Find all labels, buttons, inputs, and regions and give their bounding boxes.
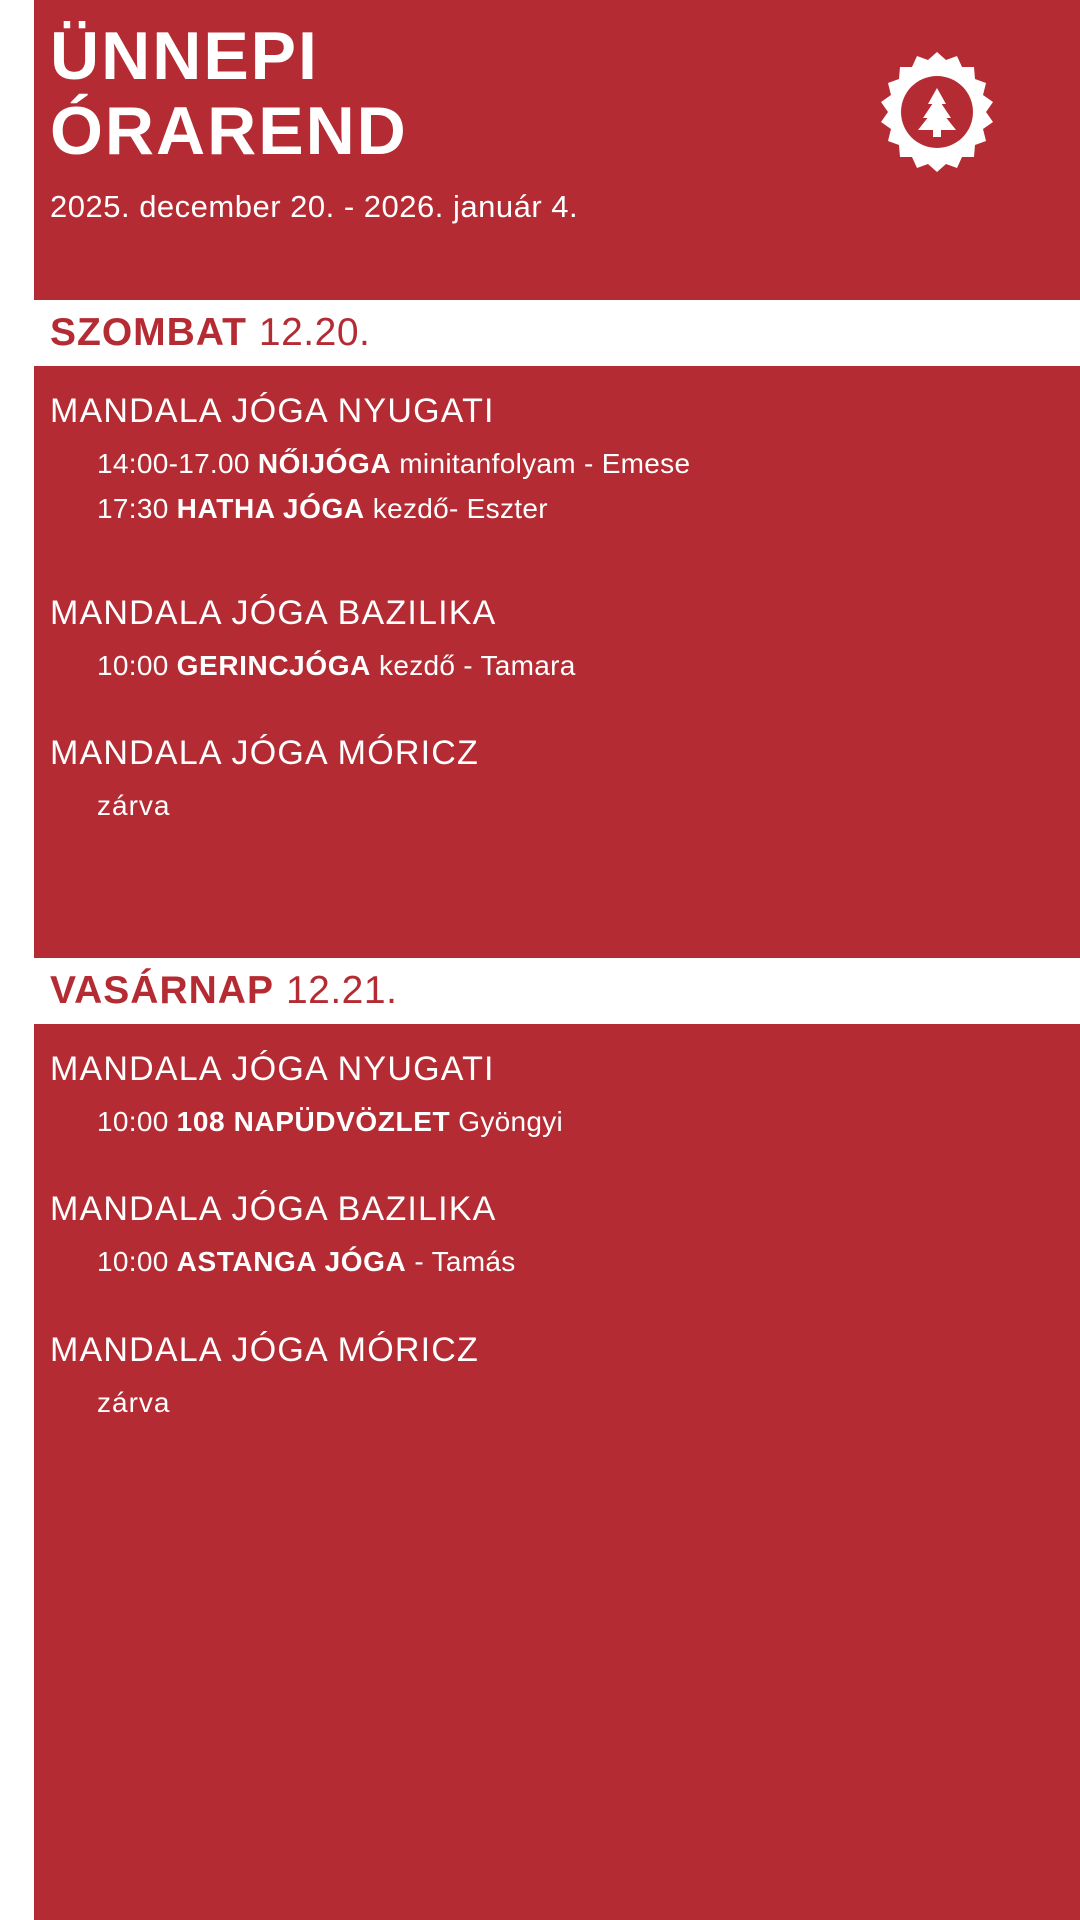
class-name: ASTANGA JÓGA [176,1246,407,1278]
studio-block [0,1190,1080,1284]
closed-label: zárva [97,790,171,822]
day-date-label: 12.21. [285,969,398,1012]
date-range-subtitle: 2025. december 20. - 2026. január 4. [50,188,579,224]
studio-name: MANDALA JÓGA MÓRICZ [50,1330,479,1369]
day-banner-saturday [0,300,1080,366]
class-time: 14:00-17.00 [97,448,250,479]
closed-row [50,1380,1080,1425]
day-name-label: VASÁRNAP [50,969,274,1012]
page-title-line1: ÜNNEPI [50,18,319,94]
class-row [50,1239,1080,1284]
class-row [50,1099,1080,1144]
christmas-tree-badge-icon [872,50,1002,180]
spacer [0,1285,1080,1331]
class-row [50,643,1080,688]
class-time: 17:30 [97,493,169,525]
spacer [0,532,1080,594]
class-time: 10:00 [97,1246,169,1278]
class-name: NŐIJÓGA [257,448,392,479]
class-meta: kezdő- Eszter [372,493,548,525]
class-name: 108 NAPÜDVÖZLET [176,1106,451,1137]
class-row [50,486,1080,531]
poster-header [0,0,1080,300]
class-time: 10:00 [97,649,169,681]
class-meta: Gyöngyi [458,1106,564,1137]
studio-name: MANDALA JÓGA BAZILIKA [50,1190,497,1229]
page-title-line2: ÓRAREND [50,93,408,170]
class-name: HATHA JÓGA [176,493,365,525]
day-date-label: 12.20. [258,311,371,354]
class-meta: - Tamás [414,1246,516,1278]
class-row [50,441,1080,486]
class-time: 10:00 [97,1106,169,1137]
class-meta: minitanfolyam - Emese [399,448,691,479]
class-meta: kezdő - Tamara [379,649,576,681]
studio-name: MANDALA JÓGA NYUGATI [50,392,495,430]
studio-name: MANDALA JÓGA MÓRICZ [50,734,479,773]
class-name: GERINCJÓGA [176,649,371,681]
studio-block [0,734,1080,828]
studio-name: MANDALA JÓGA NYUGATI [50,1050,495,1088]
studio-name: MANDALA JÓGA BAZILIKA [50,593,497,632]
studio-block [0,1331,1080,1425]
studio-block [0,392,1080,532]
closed-label: zárva [97,1386,171,1418]
day-body-saturday [0,366,1080,958]
day-banner-sunday [0,958,1080,1024]
left-white-strip [0,0,34,1920]
spacer [0,688,1080,734]
closed-row [50,783,1080,828]
day-name-label: SZOMBAT [50,311,247,354]
spacer [0,1144,1080,1190]
studio-block [0,1050,1080,1144]
studio-block [0,594,1080,688]
day-body-sunday [0,1024,1080,1646]
